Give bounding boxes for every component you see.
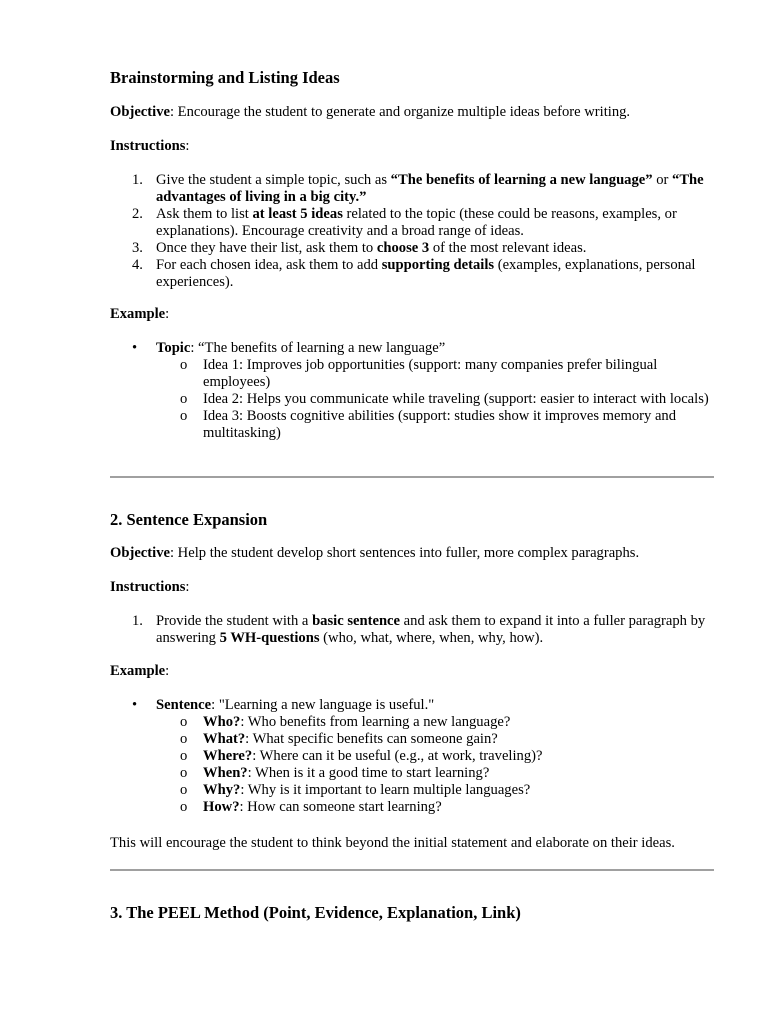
example-heading: Example: — [110, 306, 170, 322]
idea-sublist — [156, 357, 714, 442]
list-item: 4. For each chosen idea, ask them to add supporting details (examples, explanations, personal experiences). — [132, 257, 696, 290]
list-item: o What?: What specific benefits can someone gain? — [180, 731, 498, 747]
circle-bullet-icon: o — [180, 748, 188, 764]
closing-paragraph: This will encourage the student to think beyond the initial statement and elaborate on their ideas. — [110, 835, 675, 851]
circle-bullet-icon: o — [180, 357, 188, 373]
list-item: 3. Once they have their list, ask them to choose 3 of the most relevant ideas. — [132, 240, 587, 256]
list-item: o Why?: Why is it important to learn multiple languages? — [180, 782, 531, 798]
objective-paragraph — [110, 545, 714, 562]
instructions-label: Instructions — [110, 579, 186, 595]
list-item: o Idea 1: Improves job opportunities (support: many companies prefer bilingual employees) — [180, 357, 658, 390]
bullet-icon: • — [132, 697, 138, 713]
section-title-brainstorming: Brainstorming and Listing Ideas — [110, 68, 340, 87]
list-item: o Idea 3: Boosts cognitive abilities (support: studies show it improves memory and multitasking) — [180, 408, 677, 441]
list-item: o Where?: Where can it be useful (e.g., at work, traveling)? — [180, 748, 543, 764]
question-sublist — [156, 714, 714, 816]
circle-bullet-icon: o — [180, 731, 188, 747]
circle-bullet-icon: o — [180, 714, 188, 730]
instructions-list — [110, 172, 714, 291]
example-label: Example — [110, 663, 166, 679]
list-item: o How?: How can someone start learning? — [180, 799, 442, 815]
circle-bullet-icon: o — [180, 391, 188, 407]
list-item: 1. Give the student a simple topic, such as “The benefits of learning a new language” or “The advantages of living in a big city.” — [132, 172, 704, 205]
list-item: • Sentence: "Learning a new language is useful." o Who?: Who benefits from learning a new language? o What?: What specific benefits can someone gain? o Where?: Where can it be useful (e.g., at work, traveling)? o When?: When is it a good time to start learning? o Why?: Why is it important to learn multiple languages? o How?: How can someone start learning? — [110, 697, 714, 816]
list-item: o Who?: Who benefits from learning a new language? — [180, 714, 511, 730]
instructions-label: Instructions — [110, 138, 186, 154]
circle-bullet-icon: o — [180, 408, 188, 424]
instructions-heading: Instructions: — [110, 138, 190, 154]
list-item: o When?: When is it a good time to start learning? — [180, 765, 490, 781]
objective-text: : Help the student develop short sentences into fuller, more complex paragraphs. — [169, 545, 640, 561]
section-title-sentence-expansion: 2. Sentence Expansion — [110, 510, 268, 529]
circle-bullet-icon: o — [180, 799, 188, 815]
circle-bullet-icon: o — [180, 782, 188, 798]
example-label: Example — [110, 306, 166, 322]
section-divider — [110, 869, 714, 871]
list-item: o Idea 2: Helps you communicate while traveling (support: easier to interact with locals) — [180, 391, 709, 407]
objective-text: : Encourage the student to generate and organize multiple ideas before writing. — [169, 104, 631, 120]
objective-label: Objective — [110, 545, 170, 561]
objective-paragraph — [110, 104, 714, 121]
list-item: • Topic: “The benefits of learning a new language” o Idea 1: Improves job opportunities (support: many companies prefer bilingual employees) o Idea 2: Helps you communicate while traveling (support: easier to interact with locals) o Idea 3: Boosts cognitive abilities (support: studies show it improves memory and multitasking) — [110, 340, 714, 442]
example-list — [110, 340, 714, 442]
circle-bullet-icon: o — [180, 765, 188, 781]
example-list — [110, 697, 714, 816]
example-heading: Example: — [110, 663, 170, 679]
list-item: 1. Provide the student with a basic sentence and ask them to expand it into a fuller paragraph by answering 5 WH-questions (who, what, where, when, why, how). — [132, 613, 706, 646]
instructions-list — [110, 613, 714, 647]
section-divider — [110, 476, 714, 478]
bullet-icon: • — [132, 340, 138, 356]
objective-label: Objective — [110, 104, 170, 120]
instructions-heading: Instructions: — [110, 579, 190, 595]
list-item: 2. Ask them to list at least 5 ideas related to the topic (these could be reasons, examples, or explanations). Encourage creativity and a broad range of ideas. — [132, 206, 677, 239]
section-title-peel-method: 3. The PEEL Method (Point, Evidence, Explanation, Link) — [110, 903, 521, 922]
